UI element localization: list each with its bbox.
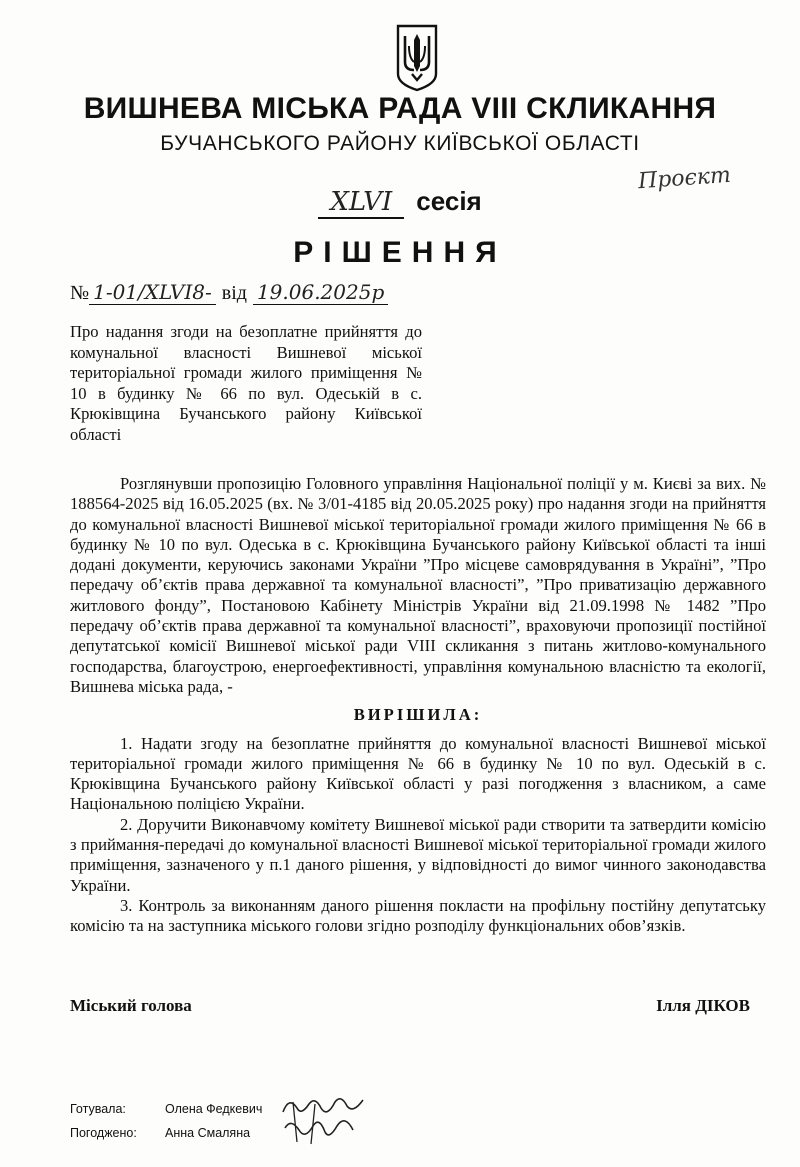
decision-item-1: 1. Надати згоду на безоплатне прийняття до комунальної власності Вишневої міської територіальної громади жилого приміщення № 66 в будинку № 10 по вул. Одеській в с. Крюківщина Бучанського району Київської області у разі погодження з власником, а саме Національною поліцією України.	[70, 733, 766, 814]
session-label: сесія	[416, 186, 482, 216]
decision-number-value: 1-01/XLVI8-	[89, 280, 216, 305]
prepared-name: Олена Федкевич	[165, 1102, 263, 1116]
trident-emblem-icon	[394, 22, 440, 92]
decision-item-3: 3. Контроль за виконанням даного рішення покласти на профільну постійну депутатську комісію та на заступника міського голови згідно розподілу функціональних обов’язків.	[70, 895, 766, 936]
district-name: БУЧАНСЬКОГО РАЙОНУ КИЇВСЬКОЇ ОБЛАСТІ	[160, 132, 640, 155]
agreed-label: Погоджено:	[70, 1126, 137, 1140]
prepared-label: Готувала:	[70, 1102, 126, 1116]
mayor-name: Ілля ДІКОВ	[656, 996, 750, 1015]
agreed-name: Анна Смаляна	[165, 1126, 251, 1140]
decision-item-2: 2. Доручити Виконавчому комітету Вишневої міської ради створити та затвердити комісію з приймання-передачі до комунальної власності Вишневої міської територіальної громади жилого приміщення, зазначеного у п.1 даного рішення, у відповідності до вимог чинного законодавства України.	[70, 814, 766, 895]
decision-number-line	[70, 280, 388, 305]
council-name: ВИШНЕВА МІСЬКА РАДА VIII СКЛИКАННЯ	[83, 92, 717, 125]
decision-title: Про надання згоди на безоплатне прийняття до комунальної власності Вишневої міської територіальної громади жилого приміщення № 10 в будинку № 66 по вул. Одеській в с. Крюківщина Бучанського району Київської області	[70, 322, 422, 444]
session-line	[0, 186, 800, 219]
session-number: XLVI	[318, 187, 404, 219]
number-prefix: №	[70, 282, 90, 304]
handwritten-draft-note: Проєкт	[637, 162, 732, 195]
handwritten-signature-icon	[275, 1090, 375, 1150]
mayor-title: Міський голова	[70, 996, 192, 1015]
decision-heading: РІШЕННЯ	[293, 236, 507, 269]
resolved-heading: ВИРІШИЛА:	[353, 705, 483, 725]
date-prefix: від	[221, 282, 247, 304]
decision-body	[70, 474, 766, 937]
decision-date-value: 19.06.2025р	[253, 280, 388, 305]
preamble-paragraph: Розглянувши пропозицію Головного управління Національної поліції у м. Києві за вих. № 188564-2025 від 16.05.2025 (вх. № 3/01-4185 від 20.05.2025 року) про надання згоди на прийняття до комунальної власності Вишневої міської територіальної громади жилого приміщення № 66 в будинку № 10 по вул. Одеська в с. Крюківщина Бучанського району Київської області та інші додані документи, керуючись законами України ”Про місцеве самоврядування в Україні”, ”Про передачу об’єктів права державної та комунальної власності”, ”Про приватизацію державного житлового фонду”, Постановою Кабінету Міністрів України від 21.09.1998 № 1482 ”Про передачу об’єктів права державної та комунальної власності”, враховуючи пропозиції постійної депутатської комісії Вишневої міської ради VIII скликання з питань житлово-комунального господарства, благоустрою, енергоефективності, управління комунальною власністю та екології, Вишнева міська рада, -	[70, 474, 766, 696]
